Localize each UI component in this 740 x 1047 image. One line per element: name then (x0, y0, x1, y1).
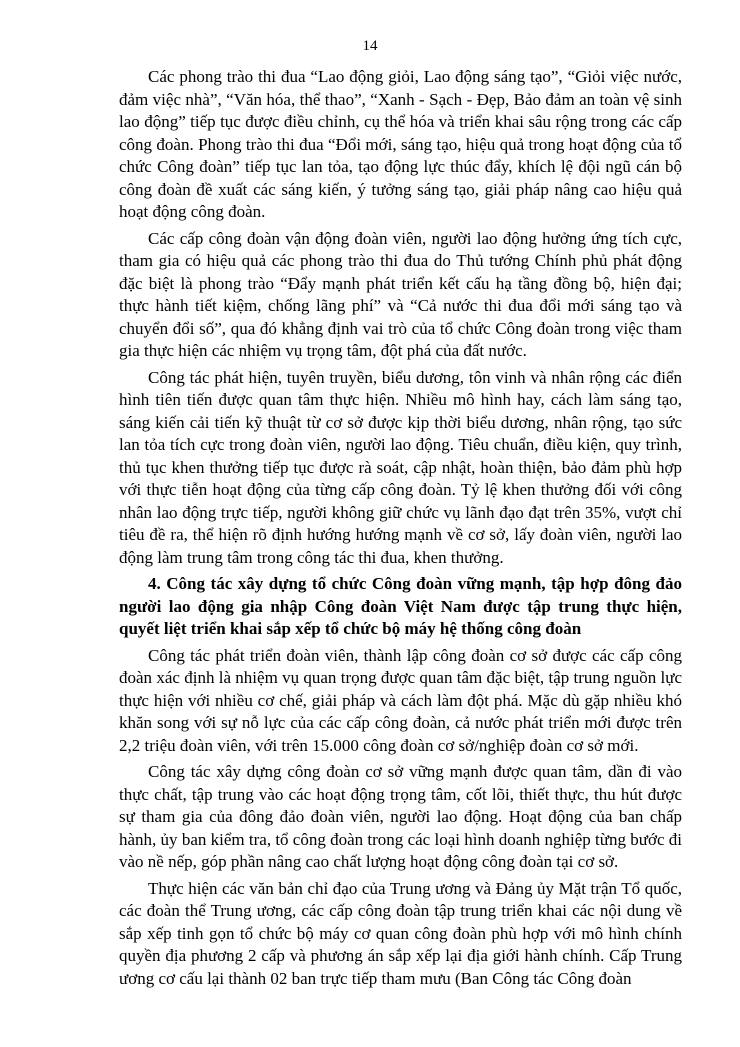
page-number: 14 (362, 38, 378, 54)
paragraph-member-development: Công tác phát triển đoàn viên, thành lập công đoàn cơ sở được các cấp công đoàn xác định là nhiệm vụ quan trọng được quan tâm đặc biệt, tập trung nguồn lực thực hiện với nhiều cơ chế, giải pháp và cách làm đột phá. Mặc dù gặp nhiều khó khăn song với sự nỗ lực của các cấp công đoàn, cả nước phát triển mới được trên 2,2 triệu đoàn viên, với trên 15.000 công đoàn cơ sở/nghiệp đoàn cơ sở mới. (119, 645, 682, 755)
paragraph-government-campaigns: Các cấp công đoàn vận động đoàn viên, người lao động hưởng ứng tích cực, tham gia có hiệu quả các phong trào thi đua do Thủ tướng Chính phủ phát động đặc biệt là phong trào “Đẩy mạnh phát triển kết cấu hạ tầng đồng bộ, hiện đại; thực hành tiết kiệm, chống lãng phí” và “Cả nước thi đua đổi mới sáng tạo và chuyển đổi số”, qua đó khẳng định vai trò của tổ chức Công đoàn trong việc tham gia thực hiện các nhiệm vụ trọng tâm, đột phá của đất nước. (119, 228, 682, 360)
paragraph-emulation-movements: Các phong trào thi đua “Lao động giỏi, Lao động sáng tạo”, “Giỏi việc nước, đảm việc nhà”, “Văn hóa, thể thao”, “Xanh - Sạch - Đẹp, Bảo đảm an toàn vệ sinh lao động” tiếp tục được điều chỉnh, cụ thể hóa và triển khai sâu rộng trong các cấp công đoàn. Phong trào thi đua “Đổi mới, sáng tạo, hiệu quả trong hoạt động của tổ chức Công đoàn” tiếp tục lan tỏa, tạo động lực thúc đẩy, khích lệ đội ngũ cán bộ công đoàn đề xuất các sáng kiến, ý tưởng sáng tạo, giải pháp nâng cao hiệu quả hoạt động công đoàn. (119, 67, 682, 221)
paragraph-grassroots-building: Công tác xây dựng công đoàn cơ sở vững mạnh được quan tâm, dần đi vào thực chất, tập trung vào các hoạt động trọng tâm, cốt lõi, thiết thực, thu hút được sự tham gia của đông đảo đoàn viên, người lao động. Hoạt động của ban chấp hành, ủy ban kiểm tra, tổ công đoàn trong các loại hình doanh nghiệp từng bước đi vào nề nếp, góp phần nâng cao chất lượng hoạt động công đoàn tại cơ sở. (119, 762, 682, 871)
section-heading: 4. Công tác xây dựng tổ chức Công đoàn vững mạnh, tập hợp đông đảo người lao động gia nhập Công đoàn Việt Nam được tập trung thực hiện, quyết liệt triển khai sắp xếp tổ chức bộ máy hệ thống công đoàn (119, 574, 682, 638)
page-content (119, 66, 682, 990)
paragraph-apparatus-restructuring: Thực hiện các văn bản chỉ đạo của Trung ương và Đảng ủy Mặt trận Tổ quốc, các đoàn thể Trung ương, các cấp công đoàn tập trung triển khai các nội dung về sắp xếp tinh gọn tổ chức bộ máy cơ quan công đoàn phù hợp với mô hình chính quyền địa phương 2 cấp và phương án sắp xếp lại địa giới hành chính. Cấp Trung ương cơ cấu lại thành 02 ban trực tiếp tham mưu (Ban Công tác Công đoàn (119, 878, 682, 988)
paragraph-model-recognition: Công tác phát hiện, tuyên truyền, biểu dương, tôn vinh và nhân rộng các điển hình tiên tiến được quan tâm thực hiện. Nhiều mô hình hay, cách làm sáng tạo, sáng kiến cải tiến kỹ thuật từ cơ sở được kịp thời biểu dương, nhân rộng, tạo sức lan tỏa tích cực trong đoàn viên, người lao động. Tiêu chuẩn, điều kiện, quy trình, thủ tục khen thưởng tiếp tục được rà soát, cập nhật, hoàn thiện, bảo đảm phù hợp với thực tiễn hoạt động của từng cấp công đoàn. Tỷ lệ khen thưởng đối với công nhân lao động trực tiếp, người không giữ chức vụ lãnh đạo đạt trên 35%, vượt chỉ tiêu đề ra, thể hiện rõ định hướng hướng mạnh về cơ sở, lấy đoàn viên, người lao động làm trung tâm trong công tác thi đua, khen thưởng. (119, 367, 682, 567)
